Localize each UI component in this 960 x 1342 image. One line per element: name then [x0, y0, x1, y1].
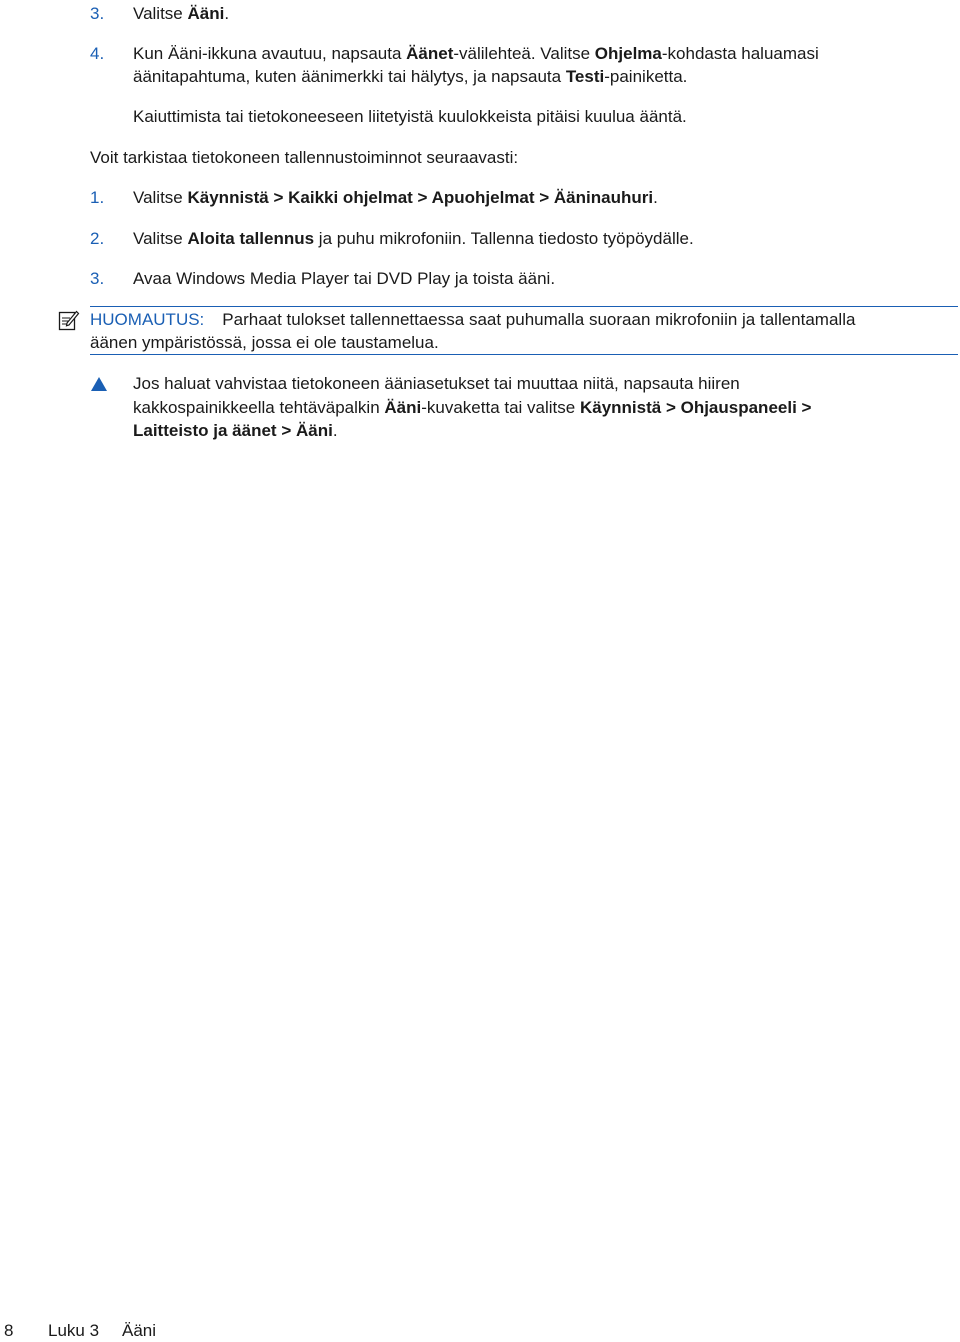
bold-run: Laitteisto ja äänet > Ääni — [133, 421, 333, 440]
text-run: Avaa Windows Media Player tai DVD Play ja toista ääni. — [133, 269, 556, 288]
step-text — [133, 228, 694, 250]
step-number: 3. — [90, 269, 105, 288]
text-run: äänitapahtuma, kuten äänimerkki tai hälytys, ja napsauta — [133, 67, 566, 86]
text-run: . — [653, 188, 658, 207]
bold-run: Aloita tallennus — [187, 229, 315, 248]
chapter-title: Ääni — [122, 1321, 157, 1340]
text-run: Valitse — [133, 4, 188, 23]
step-text-line-1 — [133, 43, 819, 65]
text-run: Kun Ääni-ikkuna avautuu, napsauta — [133, 44, 407, 63]
text-run: -välilehteä. Valitse — [453, 44, 595, 63]
bold-run: Käynnistä > Ohjauspaneeli > — [579, 398, 812, 417]
note-bottom-rule — [90, 354, 958, 355]
intro-paragraph: Voit tarkistaa tietokoneen tallennustoiminnot seuraavasti: — [90, 148, 519, 167]
bold-run: Ääni — [187, 4, 225, 23]
text-run: . — [332, 421, 338, 440]
bold-run: Ohjelma — [594, 44, 662, 63]
tip-line-1 — [133, 373, 740, 395]
text-run: Valitse — [133, 229, 188, 248]
text-run: kakkospainikkeella tehtäväpalkin — [133, 398, 385, 417]
note-label: HUOMAUTUS: — [90, 310, 205, 329]
text-run: Valitse — [133, 188, 188, 207]
step-text — [133, 3, 229, 25]
note-top-rule — [90, 306, 958, 307]
tip-line-2 — [133, 397, 811, 419]
text-run: ja puhu mikrofoniin. Tallenna tiedosto työpöydälle. — [314, 229, 694, 248]
note-line-2: äänen ympäristössä, jossa ei ole taustamelua. — [90, 333, 439, 352]
page-number: 8 — [4, 1321, 14, 1340]
triangle-bullet-icon — [91, 377, 107, 391]
text-run: -kuvaketta tai valitse — [421, 398, 580, 417]
note-line-1 — [90, 309, 855, 331]
bold-run: Testi — [565, 67, 605, 86]
note-text-1: Parhaat tulokset tallennettaessa saat puhumalla suoraan mikrofoniin ja tallentamalla — [222, 310, 856, 329]
note-pencil-icon — [58, 309, 80, 331]
step-text — [133, 268, 555, 290]
step-number: 1. — [90, 188, 105, 207]
text-run: . — [224, 4, 230, 23]
text-run: -painiketta. — [604, 67, 688, 86]
step-number: 3. — [90, 4, 105, 23]
tip-line-3 — [133, 420, 338, 442]
chapter-label: Luku 3 — [48, 1321, 100, 1340]
step-text-line-2 — [133, 66, 687, 88]
bold-run: Äänet — [406, 44, 454, 63]
bold-run: Ääni — [384, 398, 422, 417]
step-number: 4. — [90, 44, 105, 63]
speaker-paragraph: Kaiuttimista tai tietokoneeseen liitetyistä kuulokkeista pitäisi kuulua ääntä. — [133, 107, 687, 126]
step-text — [133, 187, 658, 209]
bold-run: Käynnistä > Kaikki ohjelmat > Apuohjelmat > Ääninauhuri — [187, 188, 654, 207]
text-run: -kohdasta haluamasi — [661, 44, 819, 63]
step-number: 2. — [90, 229, 105, 248]
text-run: Jos haluat vahvistaa tietokoneen ääniasetukset tai muuttaa niitä, napsauta hiiren — [133, 374, 740, 393]
